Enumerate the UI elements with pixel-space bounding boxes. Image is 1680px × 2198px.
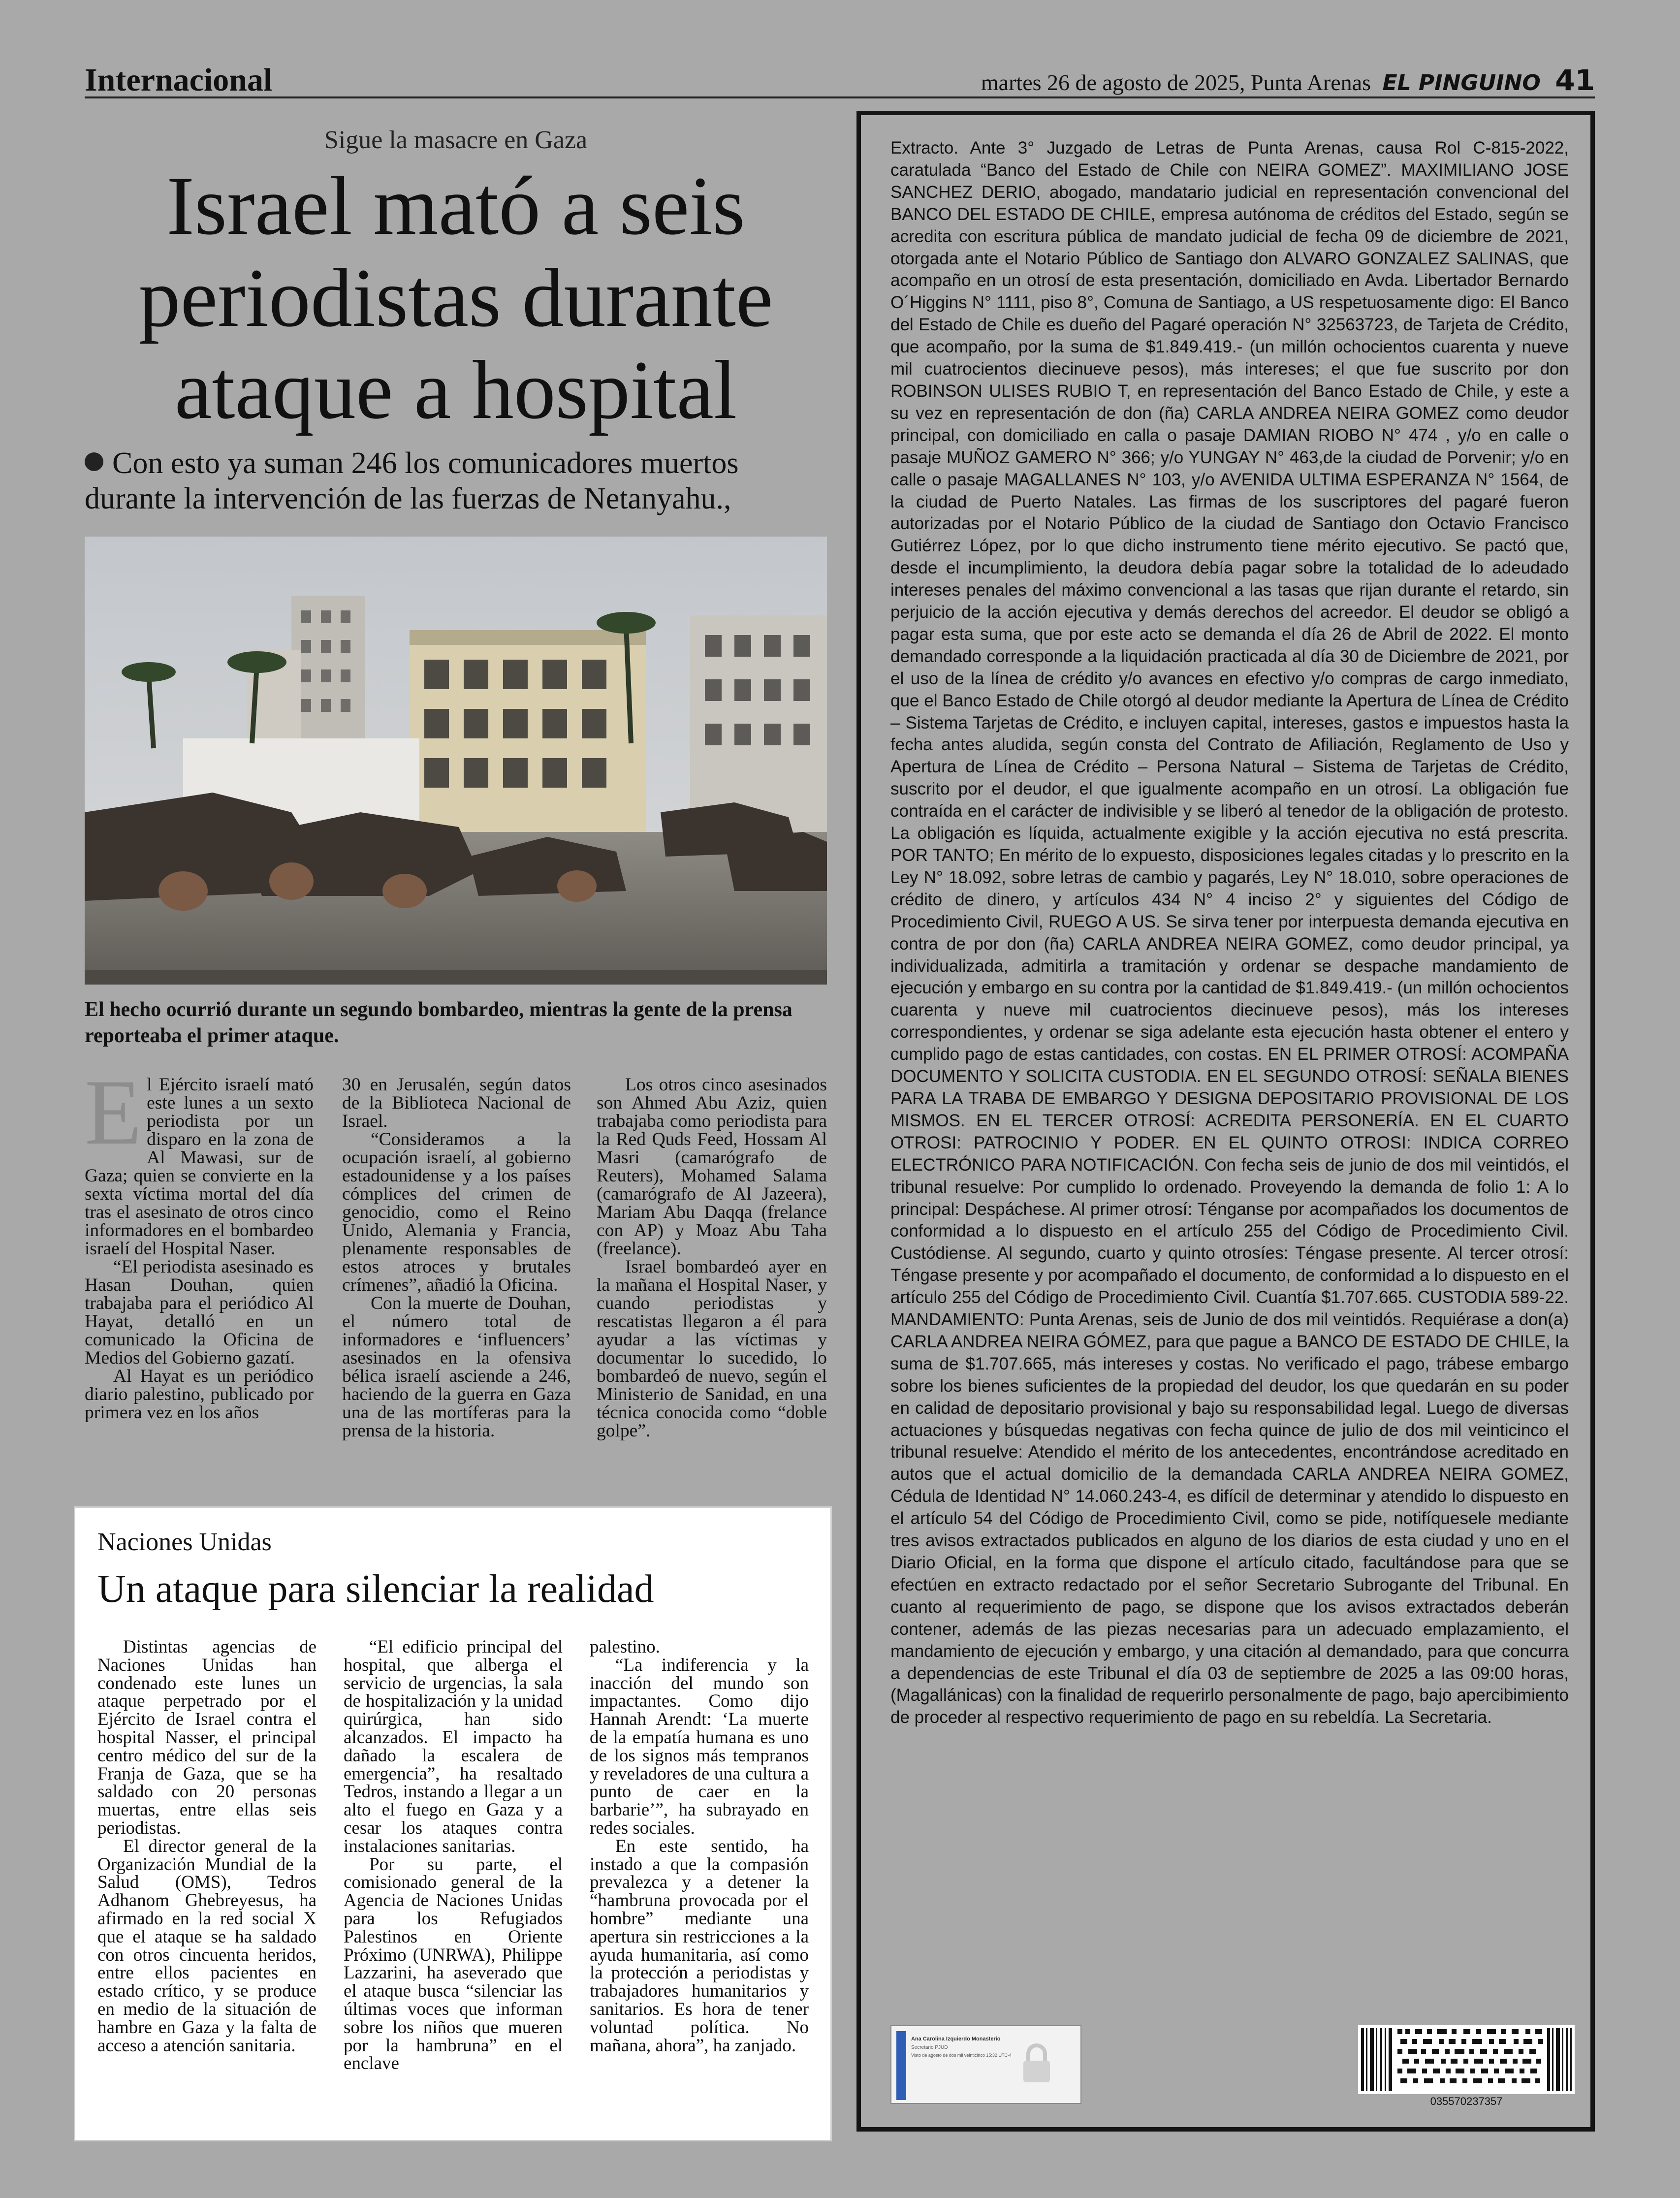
sidebar-paragraph: Por su parte, el comisionado general de la Agencia de Naciones Unidas para los Refugiados Palestinos en Oriente Próximo (UNRWA), Philippe Lazzarini, ha aseverado que el ataque busca “silenciar las últimas voces que informan sobre los niños que mueren por la hambruna” en el enclave bbox=[344, 1854, 563, 2074]
article-column-2 bbox=[342, 1076, 571, 1440]
page-number: 41 bbox=[1555, 64, 1595, 97]
sidebar-kicker: Naciones Unidas bbox=[97, 1528, 272, 1556]
article-paragraph: “El periodista asesinado es Hasan Douhan, quien trabajaba para el periódico Al Hayat, detalló en un comunicado la Oficina de Medios del Gobierno gazatí. bbox=[85, 1257, 314, 1368]
headline-line-2: periodistas durante bbox=[138, 252, 773, 344]
article-column-3 bbox=[597, 1076, 827, 1440]
sidebar-column-3 bbox=[590, 1638, 809, 2055]
article-paragraph: “Consideramos a la ocupación israelí, al gobierno estadounidense y a los países cómplices del crimen de genocidio, como el Reino Unido, Alemania y Francia, plenamente responsables de estos atroces y brutales crímenes”, añadió la Oficina. bbox=[342, 1129, 571, 1295]
article-kicker: Sigue la masacre en Gaza bbox=[324, 126, 588, 154]
article-photo bbox=[85, 537, 827, 985]
photo-caption: El hecho ocurrió durante un segundo bombardeo, mientras la gente de la prensa reporteaba el primer ataque. bbox=[85, 998, 792, 1047]
article-paragraph: Al Hayat es un periódico diario palestino, publicado por primera vez en los años bbox=[85, 1366, 314, 1423]
photo-destroyed-hospital-image bbox=[85, 537, 827, 985]
article-subhead bbox=[85, 446, 827, 516]
dateline bbox=[981, 62, 1595, 101]
barcode-number: 035570237357 bbox=[1430, 2095, 1503, 2107]
headline-line-1: Israel mató a seis bbox=[166, 159, 745, 252]
sidebar-paragraph: “La indiferencia y la inacción del mundo son impactantes. Como dijo Hannah Arendt: ‘La muerte de la empatía humana es uno de los signos más tempranos y reveladores de una cultura a punto de caer en la barbarie’”, ha subrayado en redes sociales. bbox=[590, 1655, 809, 1838]
article-paragraph: Con la muerte de Douhan, el número total de informadores e ‘influencers’ asesinados en la ofensiva bélica israelí asciende a 246, haciendo de la guerra en Gaza una de las mortíferas para la prensa de la historia. bbox=[342, 1293, 571, 1441]
lock-icon bbox=[1019, 2041, 1054, 2085]
sidebar-paragraph: Distintas agencias de Naciones Unidas han condenado este lunes un ataque perpetrado por el Ejército de Israel contra el hospital Nasser, el principal centro médico del sur de la Franja de Gaza, que se ha saldado con 20 personas muertas, entre ellas seis periodistas. bbox=[97, 1637, 317, 1838]
bullet-icon bbox=[85, 452, 103, 471]
signature-date: Visto de agosto de dos mil veinticinco 15:32 UTC-4 bbox=[911, 2053, 1012, 2058]
sidebar-column-1 bbox=[97, 1638, 317, 2055]
sidebar-paragraph: En este sentido, ha instado a que la compasión prevalezca y a detener la “hambruna provocada por el hombre” mediante una apertura sin restricciones a la ayuda humanitaria, así como la protección a periodistas y trabajadores humanitarios y sanitarios. Es hora de tener voluntad política. No mañana, ahora”, ha zanjado. bbox=[590, 1836, 809, 2056]
signer-role: Secretario PJUD bbox=[911, 2045, 948, 2050]
legal-notice-text: Extracto. Ante 3° Juzgado de Letras de Punta Arenas, causa Rol C-815-2022, caratulada “Banco del Estado de Chile con NEIRA GOMEZ”. MAXIMILIANO JOSE SANCHEZ DERIO, abogado, mandatario judicial en representación convencional del BANCO DEL ESTADO DE CHILE, empresa autónoma de créditos del Estado, según se acredita con escritura pública de mandato judicial de fecha 09 de diciembre de 2021, otorgada ante el Notario Público de Santiago don ALVARO GONZALEZ SALINAS, que acompaño en un otrosí de esta presentación, domiciliado en Avda. Libertador Bernardo O´Higgins N° 1111, piso 8°, Comuna de Santiago, a US respetuosamente digo: El Banco del Estado de Chile es dueño del Pagaré operación N° 32563723, de Tarjeta de Crédito, que acompaño, por la suma de $1.849.419.- (un millón ochocientos cuarenta y nueve mil cuatrocientos diecinueve pesos), más intereses; el que fue suscrito por don ROBINSON ULISES RUBIO T, en representación del Banco Estado de Chile, y este a su vez en representación de don (ña) CARLA ANDREA NEIRA GOMEZ como deudor principal, con domiciliado en calla o pasaje DAMIAN RIOBO N° 474 , y/o en calle o pasaje MUÑOZ GAMERO N° 366; y/o YUNGAY N° 463,de la ciudad de Porvenir; y/o en calle o pasaje MAGALLANES N° 103, y/o AVENIDA ULTIMA ESPERANZA N° 1564, de la ciudad de Puerto Natales. Las firmas de los suscriptores del pagaré fueron autorizadas por el Notario Público de la ciudad de Santiago don Octavio Francisco Gutiérrez López, por lo que dicho instrumento tiene mérito ejecutivo. Se pactó que, desde el incumplimiento, la deudora debía pagar sobre la totalidad de lo adeudado intereses penales del máximo convencional a las tasas que rijan durante el retardo, sin perjuicio de la acción ejecutiva y demás derechos del acreedor. El deudor se obligó a pagar esta suma, que por este acto se demanda el día 26 de Abril de 2022. El monto demandado corresponde a la liquidación practicada al día 30 de Diciembre de 2021, por el uso de la línea de crédito y/o avances en efectivo y/o compras de cargo inmediato, que el Banco Estado de Chile otorgó al deudor mediante la Apertura de Línea de Crédito – Sistema Tarjetas de Crédito, e incluyen capital, intereses, gastos e impuestos hasta la fecha antes aludida, según consta del Contrato de Afiliación, Reglamento de Uso y Apertura de Línea de Crédito – Persona Natural – Sistema de Tarjetas de Crédito, suscrito por el deudor, el que igualmente acompaño en un otrosí. La obligación fue contraída en el carácter de indivisible y se liberó al tenedor de la obligación de protesto. La obligación es líquida, actualmente exigible y la acción ejecutiva no está prescrita. POR TANTO; En mérito de lo expuesto, disposiciones legales citadas y lo prescrito en la Ley N° 18.092, sobre letras de cambio y pagarés, Ley N° 18.010, sobre operaciones de crédito de dinero, y artículos 434 N° 4 inciso 2° y siguientes del Código de Procedimiento Civil, RUEGO A US. Se sirva tener por interpuesta demanda ejecutiva en contra de por don (ña) CARLA ANDREA NEIRA GOMEZ, como deudor principal, ya individualizada, admitirla a tramitación y ordenar se despache mandamiento de ejecución y embargo en su contra por la cantidad de $1.849.419.- (un millón ochocientos cuarenta y nueve mil cuatrocientos diecinueve pesos), más los intereses correspondientes, y ordenar se siga adelante esta ejecución hasta obtener el entero y cumplido pago de estas cantidades, con costas. EN EL PRIMER OTROSÍ: ACOMPAÑA DOCUMENTO Y SOLICITA CUSTODIA. EN EL SEGUNDO OTROSÍ: SEÑALA BIENES PARA LA TRABA DE EMBARGO Y DESIGNA DEPOSITARIO PROVISIONAL DE LOS MISMOS. EN EL TERCER OTROSÍ: ACREDITA PERSONERÍA. EN EL CUARTO OTROSI: PATROCINIO Y PODER. EN EL QUINTO OTROSI: INDICA CORREO ELECTRÓNICO PARA NOTIFICACIÓN. Con fecha seis de junio de dos mil veintidós, el tribunal resuelve: Por cumplido lo ordenado. Proveyendo la demanda de folio 1: A lo principal: Despáchese. Al primer otrosí: Ténganse por acompañados los documentos de conformidad a lo dispuesto en el artículo 255 del Código de Procedimiento Civil. Custódiense. Al segundo, cuarto y quinto otrosíes: Téngase presente. Al tercer otrosí: Téngase presente y por acompañado el documento, de conformidad a lo dispuesto en el artículo 255 del Código de Procedimiento Civil. Cuantía $1.707.665. CUSTODIA 589-22. MANDAMIENTO: Punta Arenas, seis de Junio de dos mil veintidós. Requiérase a don(a) CARLA ANDREA NEIRA GÓMEZ, para que pague a BANCO DE ESTADO DE CHILE, la suma de $1.707.665, más intereses y costas. No verificado el pago, trábese embargo sobre los bienes suficientes de la propiedad del deudor, los que quedarán en su poder en calidad de depositario provisional y bajo su responsabilidad legal. Luego de diversas actuaciones y búsquedas negativas con fecha quince de julio de dos mil veinticinco el tribunal resuelve: Atendido el mérito de los antecedentes, encontrándose acreditado en autos que el actual domicilio de la demandada CARLA ANDREA NEIRA GOMEZ, Cédula de Identidad N° 14.060.243-4, es difícil de determinar y atendido lo dispuesto en el artículo 54 del Código de Procedimiento Civil, como se pide, notifíquesele mediante tres avisos extractados publicados en alguno de los diarios de esta ciudad y uno en el Diario Oficial, en la forma que dispone el artículo citado, facultándose para que se efectúen en extracto redactado por el señor Secretario Subrogante del Tribunal. En cuanto al requerimiento de pago, se dispone que los avisos extractados deberán contener, además de las piezas necesarias para un adecuado emplazamiento, el mandamiento de ejecución y embargo, y una citación al demandado, para que concurra a dependencias de este Tribunal el día 03 de septiembre de 2025 a las 09:00 horas, (Magallánicas) con la finalidad de requerirlo personalmente de pago, bajo apercibimiento de proceder al respectivo requerimiento de pago en su rebeldía. La Secretaria. bbox=[890, 138, 1569, 1727]
dropcap: E bbox=[85, 1061, 142, 1164]
article-column-1 bbox=[85, 1061, 314, 1423]
legal-notice bbox=[856, 111, 1595, 2132]
newspaper-name: EL PINGUINO bbox=[1382, 70, 1541, 96]
page-header bbox=[85, 62, 1595, 98]
section-name: Internacional bbox=[85, 62, 273, 98]
electronic-signature-stamp bbox=[890, 2025, 1081, 2104]
subhead-text: Con esto ya suman 246 los comunicadores muertos durante la intervención de las fuerzas de Netanyahu., bbox=[85, 446, 739, 515]
sidebar-paragraph: palestino. bbox=[590, 1637, 660, 1657]
article-headline bbox=[85, 160, 827, 436]
signer-name: Ana Carolina Izquierdo Monasterio bbox=[911, 2036, 1001, 2042]
pjud-logo-icon bbox=[896, 2031, 906, 2100]
sidebar-column-2 bbox=[344, 1638, 563, 2073]
sidebar-box-naciones-unidas bbox=[74, 1506, 832, 2141]
sidebar-paragraph: “El edificio principal del hospital, que alberga el servicio de urgencias, la sala de hospitalización y la unidad quirúrgica, han sido alcanzados. El impacto ha dañado la escalera de emergencia”, ha resaltado Tedros, instando a llegar a un alto el fuego en Gaza y a cesar los ataques contra instalaciones sanitarias. bbox=[344, 1637, 563, 1856]
article-paragraph: Los otros cinco asesinados son Ahmed Abu Aziz, quien trabajaba como periodista para la Red Quds Feed, Hossam Al Masri (camarógrafo de Reuters), Mohamed Salama (camarógrafo de Al Jazeera), Mariam Abu Daqqa (frelance con AP) y Moaz Abu Taha (freelance). bbox=[597, 1075, 827, 1259]
article-paragraph: El Ejército israelí mató este lunes a un sexto periodista por un disparo en la zona de Al Mawasi, sur de Gaza; quien se convierte en la sexta víctima mortal del día tras el asesinato de otros cinco informadores en el bombardeo israelí del Hospital Naser. bbox=[85, 1061, 314, 1259]
sidebar-paragraph: El director general de la Organización Mundial de la Salud (OMS), Tedros Adhanom Ghebreyesus, ha afirmado en la red social X que el ataque se ha saldado con otros cincuenta heridos, entre ellos pacientes en estado crítico, y se produce en medio de la situación de hambre en Gaza y la falta de acceso a atención sanitaria. bbox=[97, 1836, 317, 2056]
article-paragraph: Israel bombardeó ayer en la mañana el Hospital Naser, y cuando periodistas y rescatistas llegaron a él para ayudar a las víctimas y documentar lo sucedido, lo bombardeó de nuevo, según el Ministerio de Sanidad, en una técnica conocida como “doble golpe”. bbox=[597, 1257, 827, 1441]
article-paragraph: 30 en Jerusalén, según datos de la Biblioteca Nacional de Israel. bbox=[342, 1075, 571, 1131]
date-text: martes 26 de agosto de 2025, Punta Arenas bbox=[981, 70, 1371, 95]
barcode-icon bbox=[1358, 2025, 1575, 2094]
headline-line-3: ataque a hospital bbox=[174, 344, 737, 436]
sidebar-title: Un ataque para silenciar la realidad bbox=[97, 1567, 654, 1611]
